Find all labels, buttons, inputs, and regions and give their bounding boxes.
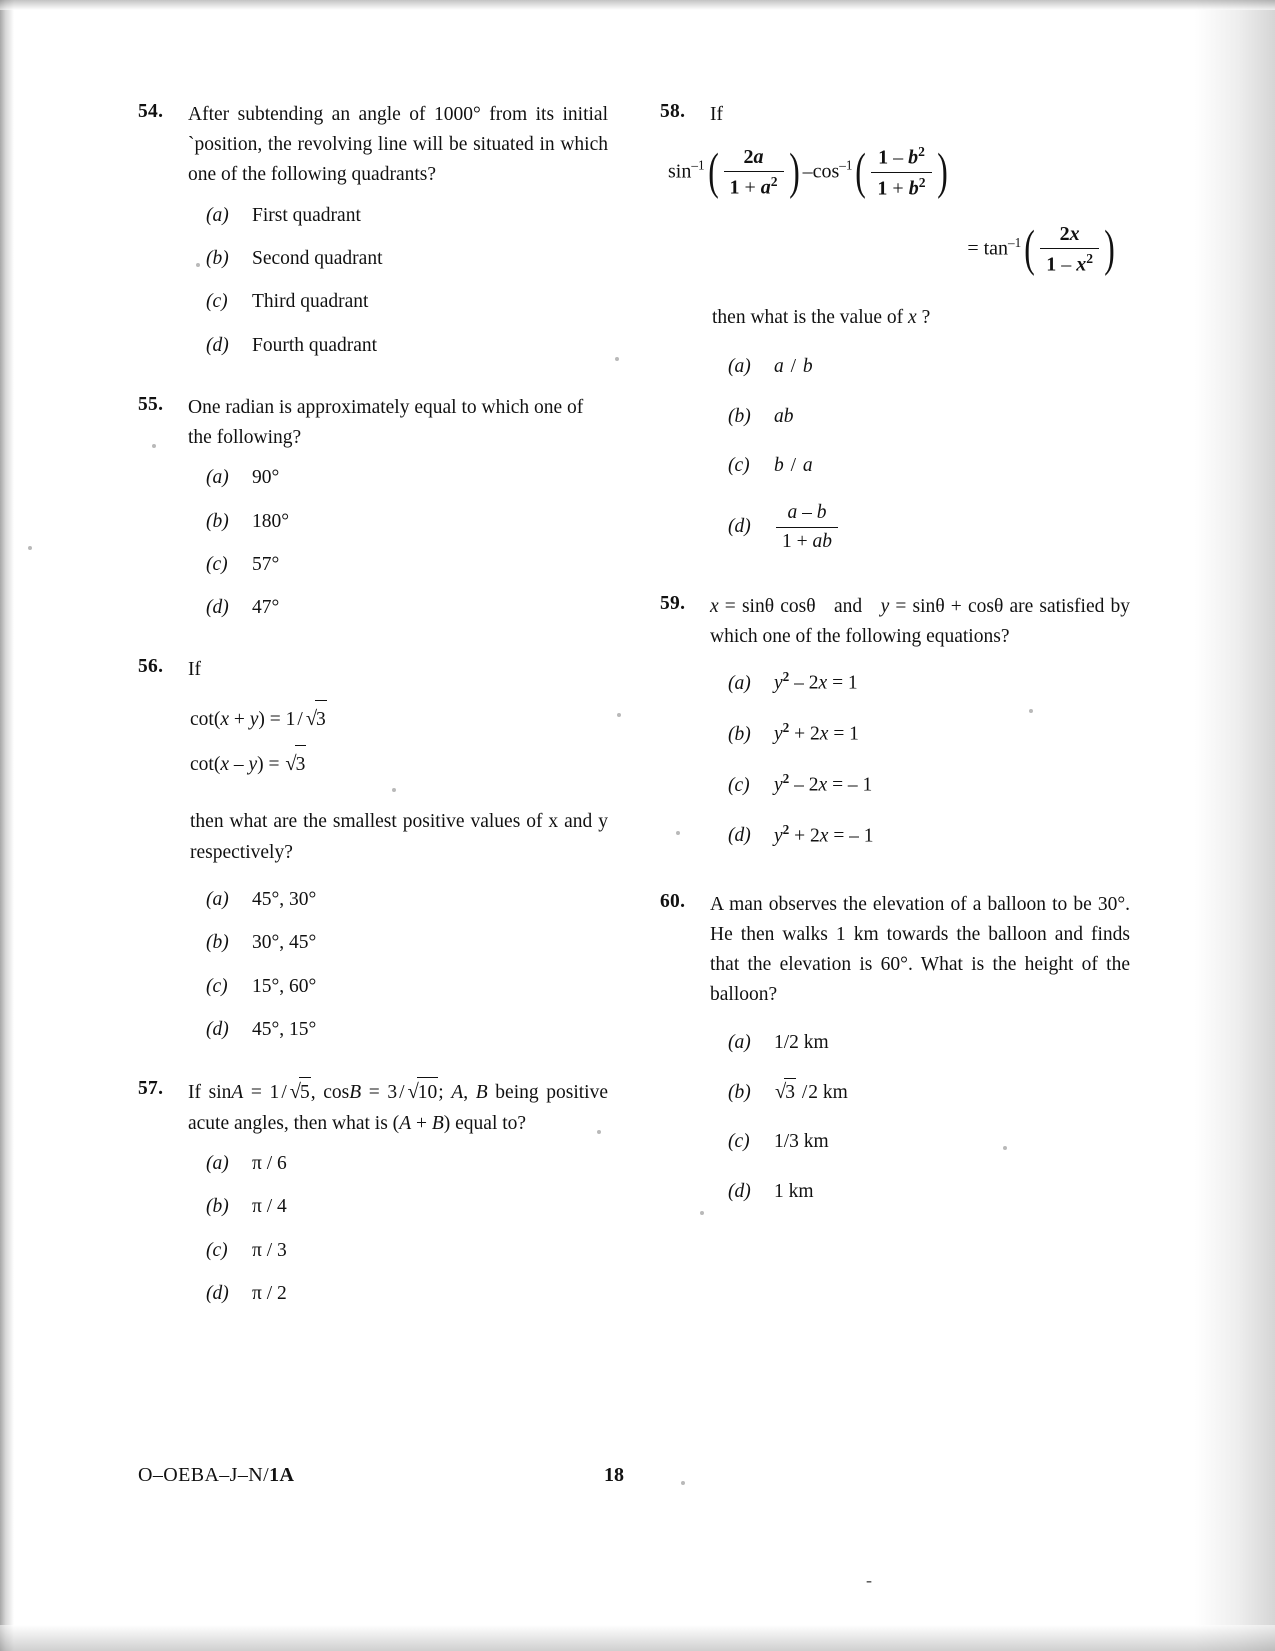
equation-cot-sum: cot(x + y) = 1 / √3 — [190, 700, 608, 739]
page-number: 18 — [604, 1464, 624, 1486]
option-c[interactable] — [728, 1128, 1130, 1155]
question-55 — [138, 393, 608, 622]
option-label: (b) — [206, 510, 229, 532]
option-label: (a) — [206, 1153, 229, 1175]
options-list — [138, 464, 608, 621]
option-label: (c) — [728, 774, 750, 796]
question-number: 60. — [660, 890, 686, 912]
option-label: (a) — [728, 672, 751, 694]
option-label: (c) — [728, 1131, 750, 1153]
question-text: x = sinθ cosθ and y = sinθ + cosθ are satisfied by which one of the following equations? — [710, 596, 1131, 648]
option-text: 1/2 km — [774, 1031, 829, 1053]
paper-code-plain: O–OEBA–J–N/ — [138, 1464, 270, 1486]
option-c[interactable] — [728, 770, 1130, 799]
scan-speck — [28, 546, 32, 550]
option-label: (b) — [206, 932, 229, 954]
option-text: $y^2 - 2x = 1$ — [774, 669, 858, 694]
option-text: Third quadrant — [252, 291, 369, 313]
option-text: $\frac{a - b}{1 + ab}$ — [774, 501, 1130, 554]
option-label: (d) — [728, 516, 751, 538]
question-number: 55. — [138, 393, 164, 415]
option-a[interactable] — [206, 464, 608, 491]
option-text: 45°, 30° — [252, 888, 317, 910]
question-number: 56. — [138, 656, 164, 678]
option-label: (d) — [206, 334, 229, 356]
option-text: 45°, 15° — [252, 1018, 317, 1040]
option-label: (b) — [728, 1081, 751, 1103]
option-label: (d) — [206, 597, 229, 619]
option-b[interactable] — [728, 719, 1130, 748]
scan-edge-left — [0, 0, 14, 1651]
scan-edge-bottom — [0, 1625, 1275, 1651]
paper-code — [138, 1464, 294, 1487]
option-label: (d) — [728, 1180, 751, 1202]
question-continuation: then what is the value of x ? — [712, 307, 931, 329]
option-text: Fourth quadrant — [252, 334, 378, 356]
option-c[interactable] — [206, 288, 608, 315]
question-number: 54. — [138, 101, 164, 122]
option-label: (d) — [728, 825, 751, 847]
option-text: 180° — [252, 510, 290, 532]
option-text: π / 3 — [252, 1239, 287, 1261]
option-label: (c) — [206, 1239, 228, 1261]
left-column — [138, 100, 608, 1333]
option-b[interactable] — [206, 245, 608, 272]
option-c[interactable] — [206, 1237, 608, 1264]
question-continuation: then what are the smallest positive values of x and y respectively? — [190, 811, 608, 863]
equation-block — [138, 700, 608, 784]
question-text: One radian is approximately equal to which one of the following? — [188, 396, 584, 449]
question-text: If sinA = 1 / √5, cosB = 3 / √10; A, B being positive acute angles, then what is (A + B) equal to? — [188, 1077, 608, 1139]
option-label: (c) — [206, 975, 228, 997]
option-a[interactable] — [728, 353, 1130, 380]
option-text: $y^2 - 2x$ = – 1 — [774, 771, 873, 796]
option-label: (a) — [206, 204, 229, 226]
scan-edge-top — [0, 0, 1275, 10]
option-b[interactable] — [728, 1078, 1130, 1107]
equation-cot-diff: cot(x – y) = √3 — [190, 745, 608, 784]
option-text: 15°, 60° — [252, 975, 317, 997]
option-d[interactable] — [206, 332, 608, 359]
option-b[interactable] — [728, 403, 1130, 430]
option-a[interactable] — [728, 1029, 1130, 1056]
question-number: 59. — [660, 593, 686, 615]
option-b[interactable] — [206, 929, 608, 956]
option-label: (a) — [728, 356, 751, 378]
option-c[interactable] — [206, 973, 608, 1000]
option-d[interactable] — [728, 501, 1130, 554]
option-d[interactable] — [206, 1280, 608, 1307]
option-text: √3 /2 km — [774, 1078, 1130, 1107]
option-label: (c) — [206, 291, 228, 313]
scan-edge-right — [1195, 0, 1275, 1651]
question-text: If — [188, 659, 201, 681]
option-label: (a) — [728, 1031, 751, 1053]
option-text: π / 4 — [252, 1196, 287, 1218]
question-text: After subtending an angle of 1000° from its initial `position, the revolving line will be situated in which one of the following quadrants? — [188, 104, 608, 186]
option-b[interactable] — [206, 1193, 608, 1220]
option-a[interactable] — [728, 668, 1130, 697]
option-text: a / b — [774, 356, 813, 378]
paper-code-suffix: 1A — [269, 1464, 295, 1486]
question-text: If — [710, 104, 723, 125]
question-columns — [138, 100, 1148, 1430]
equation-line-1: $\sin^{-1}$( $\frac{2a}{1 + a^2}$ ) $-\cos^{-1}$( $\frac{1 - b^2}{1 + b^2}$ ) — [668, 144, 948, 201]
option-text: Second quadrant — [252, 247, 383, 269]
option-d[interactable] — [728, 821, 1130, 850]
option-label: (d) — [206, 1018, 229, 1040]
options-list — [660, 353, 1130, 554]
options-list — [138, 202, 608, 359]
option-text: 57° — [252, 553, 280, 575]
option-text: 90° — [252, 467, 280, 489]
options-list — [660, 668, 1130, 849]
question-57 — [138, 1077, 608, 1307]
question-text: A man observes the elevation of a balloon to be 30°. He then walks 1 km towards the balloon and finds that the elevation is 60°. What is the height of the balloon? — [710, 893, 1130, 1006]
option-d[interactable] — [728, 1178, 1130, 1205]
bottom-mark: - — [866, 1570, 872, 1590]
option-label: (a) — [206, 888, 229, 910]
option-b[interactable] — [206, 508, 608, 535]
question-57-inline-math: If sinA = 1 / √5, cosB = 3 / √10; A, B — [188, 1082, 488, 1103]
question-58 — [660, 100, 1130, 554]
option-text: 1 km — [774, 1180, 814, 1202]
option-text: 30°, 45° — [252, 932, 317, 954]
option-text: b / a — [774, 455, 813, 476]
option-text: $y^2 + 2x = 1$ — [774, 720, 859, 745]
option-d[interactable] — [206, 594, 608, 621]
option-a[interactable] — [206, 202, 608, 229]
option-text: π / 2 — [252, 1282, 287, 1304]
options-list — [138, 1150, 608, 1307]
question-number: 57. — [138, 1078, 164, 1100]
option-label: (c) — [206, 553, 228, 575]
option-c[interactable] — [728, 452, 1130, 479]
question-59-inline-math: x = sinθ cosθ and y = sinθ + cosθ — [710, 596, 1004, 618]
equation-line-2: = $\tan^{-1}$( $\frac{2x}{1 - x^2}$ ) — [967, 220, 1115, 277]
option-a[interactable] — [206, 886, 608, 913]
option-text: ab — [774, 405, 794, 427]
question-56 — [138, 655, 608, 1043]
option-text: $y^2 + 2x$ = – 1 — [774, 821, 874, 847]
option-c[interactable] — [206, 551, 608, 578]
right-column — [660, 100, 1130, 1231]
option-text: π / 6 — [252, 1153, 287, 1175]
option-label: (d) — [206, 1282, 229, 1304]
question-number: 58. — [660, 101, 686, 122]
question-59 — [660, 592, 1130, 850]
options-list — [660, 1029, 1130, 1206]
option-d[interactable] — [206, 1016, 608, 1043]
option-label: (b) — [728, 723, 751, 745]
question-60 — [660, 890, 1130, 1205]
option-label: (a) — [206, 467, 229, 489]
option-label: (b) — [728, 405, 751, 427]
option-label: (b) — [206, 247, 229, 269]
page-footer — [138, 1464, 1148, 1494]
option-text: 47° — [252, 597, 280, 619]
options-list — [138, 886, 608, 1043]
option-text: First quadrant — [252, 204, 361, 226]
option-label: (b) — [206, 1196, 229, 1218]
option-a[interactable] — [206, 1150, 608, 1177]
option-label: (c) — [728, 455, 750, 476]
question-54 — [138, 100, 608, 359]
option-text: 1/3 km — [774, 1131, 829, 1153]
